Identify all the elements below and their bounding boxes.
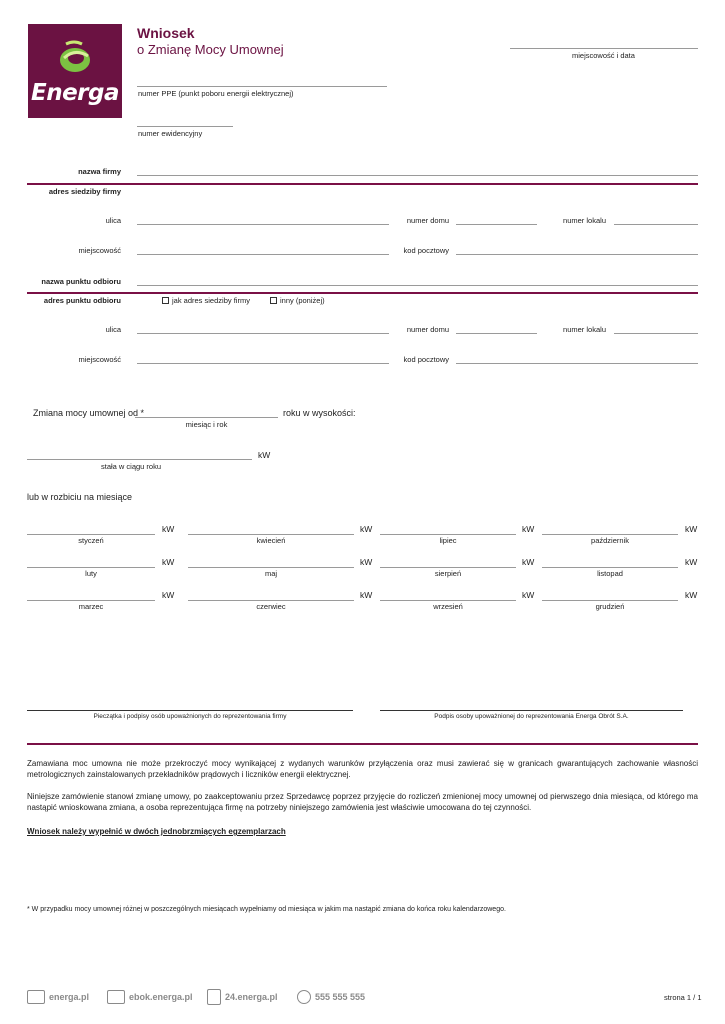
company-street-field[interactable] [137, 224, 389, 225]
month-year-field[interactable] [135, 417, 278, 418]
option-same-address[interactable] [162, 296, 250, 305]
signature-left-caption: Pieczątka i podpisy osób upoważnionych do reprezentowania firmy [93, 713, 287, 720]
month-caption: sierpień [434, 569, 462, 578]
note-paragraph-1: Zamawiana moc umowna nie może przekroczyć mocy wynikającej z wydanych warunków przyłączenia oraz musi zawierać się w granicach gwarantujących zachowanie własności metrologicznych zainstalowanych przekładników prądowych i liczników energii elektrycznej. [27, 759, 698, 779]
month-field[interactable] [27, 600, 155, 601]
month-unit: kW [360, 557, 373, 567]
page-number: strona 1 / 1 [664, 993, 702, 1002]
company-apartment-field[interactable] [614, 224, 698, 225]
company-city-field[interactable] [137, 254, 389, 255]
note-instruction: Wniosek należy wypełnić w dwóch jednobrzmiących egzemplarzach [27, 827, 286, 836]
signature-left-field[interactable] [27, 710, 353, 711]
company-city-label: miejscowość [78, 246, 121, 255]
section-divider [27, 743, 698, 745]
month-caption: luty [85, 569, 97, 578]
point-city-field[interactable] [137, 363, 389, 364]
month-caption: czerwiec [256, 602, 286, 611]
month-field[interactable] [27, 534, 155, 535]
form-subtitle: o Zmianę Mocy Umownej [137, 42, 284, 57]
place-date-label: miejscowość i data [572, 51, 635, 60]
month-unit: kW [162, 590, 175, 600]
footer-24-text: 24.energa.pl [225, 992, 278, 1002]
month-unit: kW [685, 524, 698, 534]
month-field[interactable] [542, 567, 678, 568]
month-field[interactable] [542, 600, 678, 601]
company-address-label: adres siedziby firmy [48, 187, 121, 196]
logo-wordmark: Energa [30, 80, 119, 106]
month-caption: styczeń [78, 536, 104, 545]
month-unit: kW [162, 557, 175, 567]
month-caption: maj [264, 569, 278, 578]
month-unit: kW [360, 524, 373, 534]
form-title: Wniosek [137, 25, 195, 41]
laptop-icon [27, 990, 45, 1004]
month-caption: marzec [78, 602, 104, 611]
company-postcode-field[interactable] [456, 254, 698, 255]
option-other-address[interactable] [270, 296, 325, 305]
month-unit: kW [522, 524, 535, 534]
month-field[interactable] [188, 600, 354, 601]
footer-site-text: energa.pl [49, 992, 90, 1002]
energa-logo [28, 24, 122, 118]
energa-swirl-icon [56, 38, 94, 78]
note-paragraph-2: Niniejsze zamówienie stanowi zmianę umowy, po zaakceptowaniu przez Sprzedawcę poprzez przyjęcie do rozliczeń zmienionej mocy umownej od pierwszego dnia miesiąca, od którego ma nastąpić wnioskowana zmiana, a osoba reprezentująca firmę na potrzeby niniejszego zamówienia jest właściwie umocowana do tej czynności. [27, 792, 698, 812]
month-field[interactable] [542, 534, 678, 535]
month-caption: lipiec [439, 536, 457, 545]
checkbox-icon[interactable] [162, 297, 169, 304]
month-field[interactable] [188, 567, 354, 568]
constant-power-field[interactable] [27, 459, 252, 460]
power-change-label: Zmiana mocy umownej od * [33, 408, 145, 418]
footer-ebok[interactable] [107, 988, 193, 1006]
month-unit: kW [522, 590, 535, 600]
signature-right-caption: Podpis osoby upoważnionej do reprezentowania Energa Obrót S.A. [434, 713, 629, 720]
footer-phone-text: 555 555 555 [315, 992, 366, 1002]
month-caption: listopad [597, 569, 623, 578]
point-name-field[interactable] [137, 285, 698, 286]
month-field[interactable] [27, 567, 155, 568]
month-caption: październik [591, 536, 629, 545]
month-field[interactable] [380, 567, 516, 568]
footer-ebok-text: ebok.energa.pl [129, 992, 193, 1002]
section-divider [27, 183, 698, 185]
phone-icon [297, 990, 311, 1004]
footer-site[interactable] [27, 988, 89, 1006]
point-street-field[interactable] [137, 333, 389, 334]
monthly-label: lub w rozbiciu na miesiące [27, 492, 133, 502]
point-postcode-field[interactable] [456, 363, 698, 364]
point-apartment-label: numer lokalu [563, 325, 606, 334]
ppe-field[interactable] [137, 86, 387, 87]
year-amount-label: roku w wysokości: [283, 408, 356, 418]
place-date-field[interactable] [510, 48, 698, 49]
option-other-label: inny (poniżej) [280, 296, 325, 305]
month-field[interactable] [380, 534, 516, 535]
month-unit: kW [685, 590, 698, 600]
point-house-field[interactable] [456, 333, 537, 334]
company-name-field[interactable] [137, 175, 698, 176]
footer-24[interactable] [207, 988, 278, 1006]
month-unit: kW [162, 524, 175, 534]
company-house-label: numer domu [406, 216, 449, 225]
constant-caption: stała w ciągu roku [100, 462, 162, 471]
point-city-label: miejscowość [78, 355, 121, 364]
company-street-label: ulica [105, 216, 121, 225]
month-field[interactable] [188, 534, 354, 535]
month-unit: kW [685, 557, 698, 567]
footer-phone[interactable] [297, 988, 365, 1006]
ppe-label: numer PPE (punkt poboru energii elektrycznej) [138, 89, 294, 98]
evidence-field[interactable] [137, 126, 233, 127]
company-postcode-label: kod pocztowy [403, 246, 449, 255]
point-house-label: numer domu [406, 325, 449, 334]
evidence-label: numer ewidencyjny [138, 129, 203, 138]
point-street-label: ulica [105, 325, 121, 334]
month-unit: kW [522, 557, 535, 567]
company-name-label: nazwa firmy [78, 167, 121, 176]
month-caption: grudzień [595, 602, 625, 611]
month-caption: kwiecień [256, 536, 286, 545]
month-unit: kW [360, 590, 373, 600]
calendar-icon [207, 989, 221, 1005]
point-name-label: nazwa punktu odbioru [41, 277, 121, 286]
constant-unit: kW [258, 450, 271, 460]
ebok-icon [107, 990, 125, 1004]
month-caption: wrzesień [433, 602, 463, 611]
signature-right-field[interactable] [380, 710, 683, 711]
option-same-label: jak adres siedziby firmy [172, 296, 250, 305]
company-house-field[interactable] [456, 224, 537, 225]
company-apartment-label: numer lokalu [563, 216, 606, 225]
checkbox-icon[interactable] [270, 297, 277, 304]
month-year-caption: miesiąc i rok [185, 420, 228, 429]
point-apartment-field[interactable] [614, 333, 698, 334]
month-field[interactable] [380, 600, 516, 601]
section-divider [27, 292, 698, 294]
point-postcode-label: kod pocztowy [403, 355, 449, 364]
point-address-label: adres punktu odbioru [43, 296, 121, 305]
footnote: * W przypadku mocy umownej różnej w poszczególnych miesiącach wypełniamy od miesiąca w jakim ma nastąpić zmiana do końca roku kalendarzowego. [27, 906, 506, 913]
